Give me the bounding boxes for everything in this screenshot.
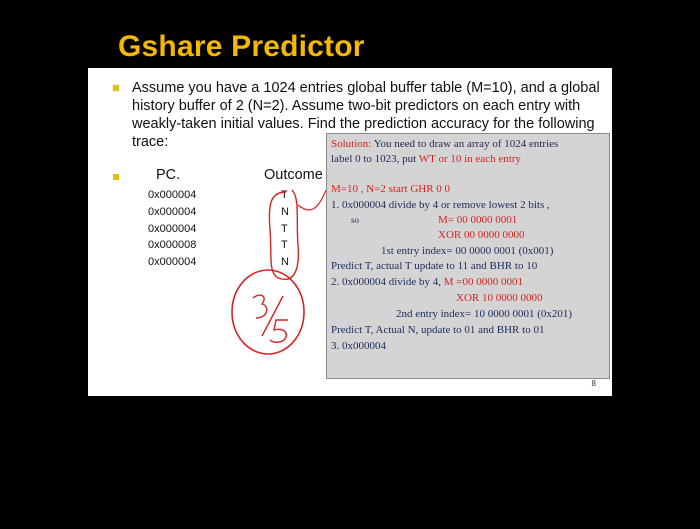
solution-line: M=10 , N=2 start GHR 0 0 — [331, 183, 451, 195]
pc-cell: 0x000004 — [148, 189, 197, 201]
solution-intro-text: You need to draw an array of 1024 entries — [373, 138, 559, 150]
score-five-stroke — [270, 320, 288, 342]
pc-cell: 0x000004 — [148, 206, 197, 218]
solution-line: M= 00 0000 0001 — [438, 214, 518, 226]
pc-cell: 0x000004 — [148, 223, 197, 235]
pc-cell: 0x000008 — [148, 239, 197, 251]
score-circle — [232, 270, 304, 354]
slide-title: Gshare Predictor — [118, 30, 365, 63]
solution-intro2-highlight: WT or 10 in each entry — [418, 153, 521, 165]
solution-line: Predict T, Actual N, update to 01 and BHR to 01 — [331, 324, 545, 336]
outcome-cell: T — [281, 189, 288, 201]
solution-line: 1st entry index= 00 0000 0001 (0x001) — [381, 245, 554, 257]
solution-highlight: M =00 0000 0001 — [443, 276, 523, 288]
solution-line: Predict T, actual T update to 11 and BHR to 10 — [331, 260, 538, 272]
outcome-header: Outcome — [264, 167, 323, 183]
outcome-cell: N — [281, 256, 289, 268]
solution-line: so — [351, 215, 360, 225]
solution-line: 2nd entry index= 10 0000 0001 (0x201) — [396, 308, 573, 320]
solution-line: XOR 10 0000 0000 — [456, 292, 543, 304]
score-slash-stroke — [262, 296, 283, 336]
page-number: 8 — [591, 379, 596, 388]
connector-stroke — [298, 190, 326, 210]
outcome-cell: N — [281, 206, 289, 218]
solution-intro2-text: label 0 to 1023, put — [331, 153, 419, 165]
pc-cell: 0x000004 — [148, 256, 197, 268]
solution-label: Solution: — [331, 138, 372, 150]
solution-line: XOR 00 0000 0000 — [438, 229, 525, 241]
solution-text: 2. 0x000004 divide by 4, — [331, 276, 444, 288]
outcome-loop-stroke — [269, 190, 298, 279]
outcome-cell: T — [281, 223, 288, 235]
outcome-cell: T — [281, 239, 288, 251]
score-three-stroke — [253, 295, 267, 318]
question-text: Assume you have a 1024 entries global buffer table (M=10), and a global history buffer of 2 (N=2). Assume two-bit predictors on each entry with weakly-taken initial values. Find the prediction accuracy for the following trace: — [132, 80, 600, 150]
solution-line: 3. 0x000004 — [331, 340, 386, 352]
pc-header: PC. — [156, 167, 181, 183]
solution-line: 1. 0x000004 divide by 4 or remove lowest 2 bits , — [331, 199, 550, 211]
